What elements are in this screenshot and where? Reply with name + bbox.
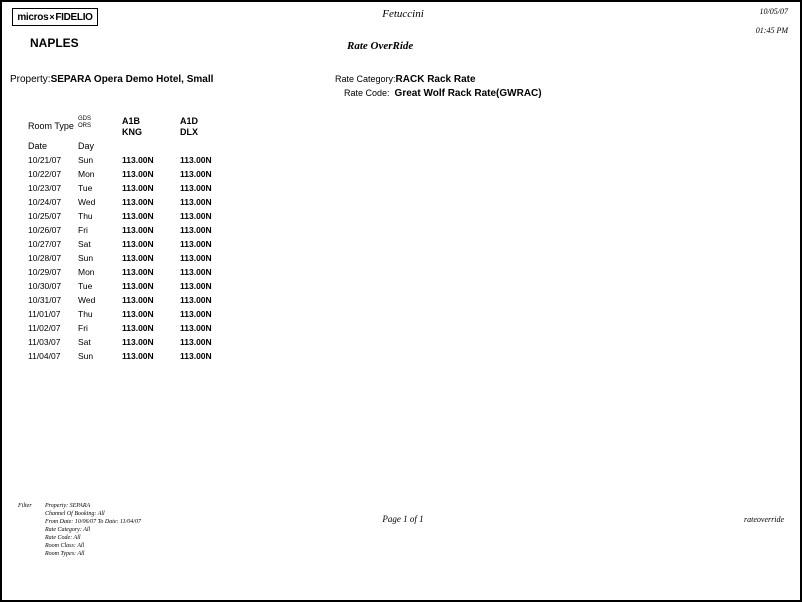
rate-code-row (344, 88, 542, 99)
filter-label: Filter (18, 503, 32, 509)
rate-table-body (28, 154, 238, 364)
property-value: SEPARA Opera Demo Hotel, Small (50, 74, 214, 85)
column-header-a1d (180, 116, 238, 138)
table-row (28, 154, 238, 168)
column-code-a1b: A1B (122, 116, 141, 126)
cell-date: 11/03/07 (28, 337, 61, 347)
cell-date: 10/31/07 (28, 295, 62, 305)
cell-rate: 113.00N (180, 337, 212, 347)
cell-rate: 113.00N (122, 169, 154, 179)
cell-rate: 113.00N (180, 281, 212, 291)
filter-block (18, 502, 141, 558)
cell-date: 10/30/07 (28, 281, 62, 291)
table-row (28, 252, 238, 266)
rate-table-head (28, 116, 238, 154)
column-sub-a1d: DLX (180, 127, 198, 137)
cell-date: 11/01/07 (28, 309, 61, 319)
table-row (28, 294, 238, 308)
cell-rate: 113.00N (180, 295, 212, 305)
cell-rate: 113.00N (122, 295, 154, 305)
filter-line: From Date: 10/06/07 To Date: 11/04/07 (45, 519, 141, 525)
cell-rate: 113.00N (180, 155, 212, 165)
cell-date: 11/04/07 (28, 351, 61, 361)
cell-day: Tue (78, 281, 93, 291)
cell-day: Thu (78, 309, 93, 319)
cell-day: Fri (78, 323, 88, 333)
cell-date: 10/22/07 (28, 169, 62, 179)
cell-rate: 113.00N (122, 351, 154, 361)
rate-category-label: Rate Category: (335, 74, 396, 84)
property-row (10, 74, 213, 85)
rate-code-label: Rate Code: (344, 88, 390, 98)
cell-day: Sat (78, 239, 91, 249)
cell-rate: 113.00N (122, 253, 154, 263)
column-sub-a1b: KNG (122, 127, 142, 137)
gds-ors-header (78, 116, 122, 138)
cell-date: 10/27/07 (28, 239, 62, 249)
report-id: rateoverride (744, 515, 784, 524)
cell-day: Mon (78, 169, 95, 179)
table-row (28, 224, 238, 238)
print-time: 01:45 PM (755, 26, 788, 35)
cell-day: Tue (78, 183, 93, 193)
table-row (28, 168, 238, 182)
cell-date: 10/28/07 (28, 253, 62, 263)
cell-rate: 113.00N (180, 323, 212, 333)
table-row (28, 238, 238, 252)
table-row (28, 280, 238, 294)
filter-line: Property: SEPARA (45, 503, 91, 509)
rate-table (28, 116, 238, 364)
cell-rate: 113.00N (122, 239, 154, 249)
table-row (28, 308, 238, 322)
day-column-header: Day (78, 141, 95, 151)
document-title: Fetuccini (382, 8, 424, 20)
cell-rate: 113.00N (180, 183, 212, 193)
cell-day: Wed (78, 197, 96, 207)
property-label: Property: (10, 74, 51, 85)
cell-rate: 113.00N (180, 225, 212, 235)
filter-list (45, 502, 141, 558)
cell-day: Thu (78, 211, 93, 221)
cell-rate: 113.00N (122, 267, 154, 277)
cell-rate: 113.00N (180, 211, 212, 221)
filter-line: Rate Code: All (45, 535, 81, 541)
cell-date: 11/02/07 (28, 323, 61, 333)
table-row (28, 322, 238, 336)
cell-date: 10/25/07 (28, 211, 62, 221)
print-date: 10/05/07 (759, 7, 788, 16)
cell-rate: 113.00N (180, 169, 212, 179)
cell-rate: 113.00N (122, 183, 154, 193)
cell-rate: 113.00N (122, 323, 154, 333)
cell-rate: 113.00N (122, 281, 154, 291)
column-header-a1b (122, 116, 180, 138)
filter-line: Channel Of Booking: All (45, 511, 105, 517)
table-header-row (28, 116, 238, 138)
rate-code-value: Great Wolf Rack Rate(GWRAC) (394, 88, 542, 99)
cell-date: 10/26/07 (28, 225, 62, 235)
table-row (28, 336, 238, 350)
table-row (28, 196, 238, 210)
cell-rate: 113.00N (122, 309, 154, 319)
cell-rate: 113.00N (180, 267, 212, 277)
cell-day: Sun (78, 155, 94, 165)
rate-column-header-a1d (180, 138, 238, 154)
table-row (28, 182, 238, 196)
rate-table-wrapper (28, 116, 238, 364)
hotel-name: NAPLES (30, 36, 79, 50)
cell-rate: 113.00N (122, 197, 154, 207)
cell-rate: 113.00N (180, 239, 212, 249)
report-title: Rate OverRide (347, 40, 414, 52)
table-row (28, 266, 238, 280)
cell-day: Wed (78, 295, 96, 305)
cell-rate: 113.00N (122, 211, 154, 221)
cell-date: 10/24/07 (28, 197, 62, 207)
cell-rate: 113.00N (122, 225, 154, 235)
page-number: Page 1 of 1 (382, 514, 424, 524)
rate-column-header-a1b (122, 138, 180, 154)
cell-date: 10/23/07 (28, 183, 62, 193)
column-code-a1d: A1D (180, 116, 199, 126)
room-type-header: Room Type (28, 121, 74, 131)
cell-date: 10/29/07 (28, 267, 62, 277)
cell-rate: 113.00N (180, 309, 212, 319)
cell-day: Fri (78, 225, 88, 235)
table-row (28, 350, 238, 364)
cell-rate: 113.00N (180, 197, 212, 207)
cell-day: Mon (78, 267, 95, 277)
cell-day: Sun (78, 351, 94, 361)
filter-line: Room Types: All (45, 551, 85, 557)
logo-text: micros×FIDELIO (17, 11, 93, 23)
cell-day: Sat (78, 337, 91, 347)
cell-rate: 113.00N (122, 337, 154, 347)
filter-line: Rate Category: All (45, 527, 91, 533)
filter-line: Room Class: All (45, 543, 85, 549)
table-row (28, 210, 238, 224)
rate-category-value: RACK Rack Rate (395, 74, 476, 85)
cell-rate: 113.00N (180, 351, 212, 361)
date-column-header: Date (28, 141, 48, 151)
table-subheader-row (28, 138, 238, 154)
cell-day: Sun (78, 253, 94, 263)
cell-rate: 113.00N (122, 155, 154, 165)
cell-date: 10/21/07 (28, 155, 62, 165)
gds-label: GDS (78, 116, 92, 122)
rate-category-row (335, 74, 476, 85)
ors-label: ORS (78, 123, 92, 129)
cell-rate: 113.00N (180, 253, 212, 263)
